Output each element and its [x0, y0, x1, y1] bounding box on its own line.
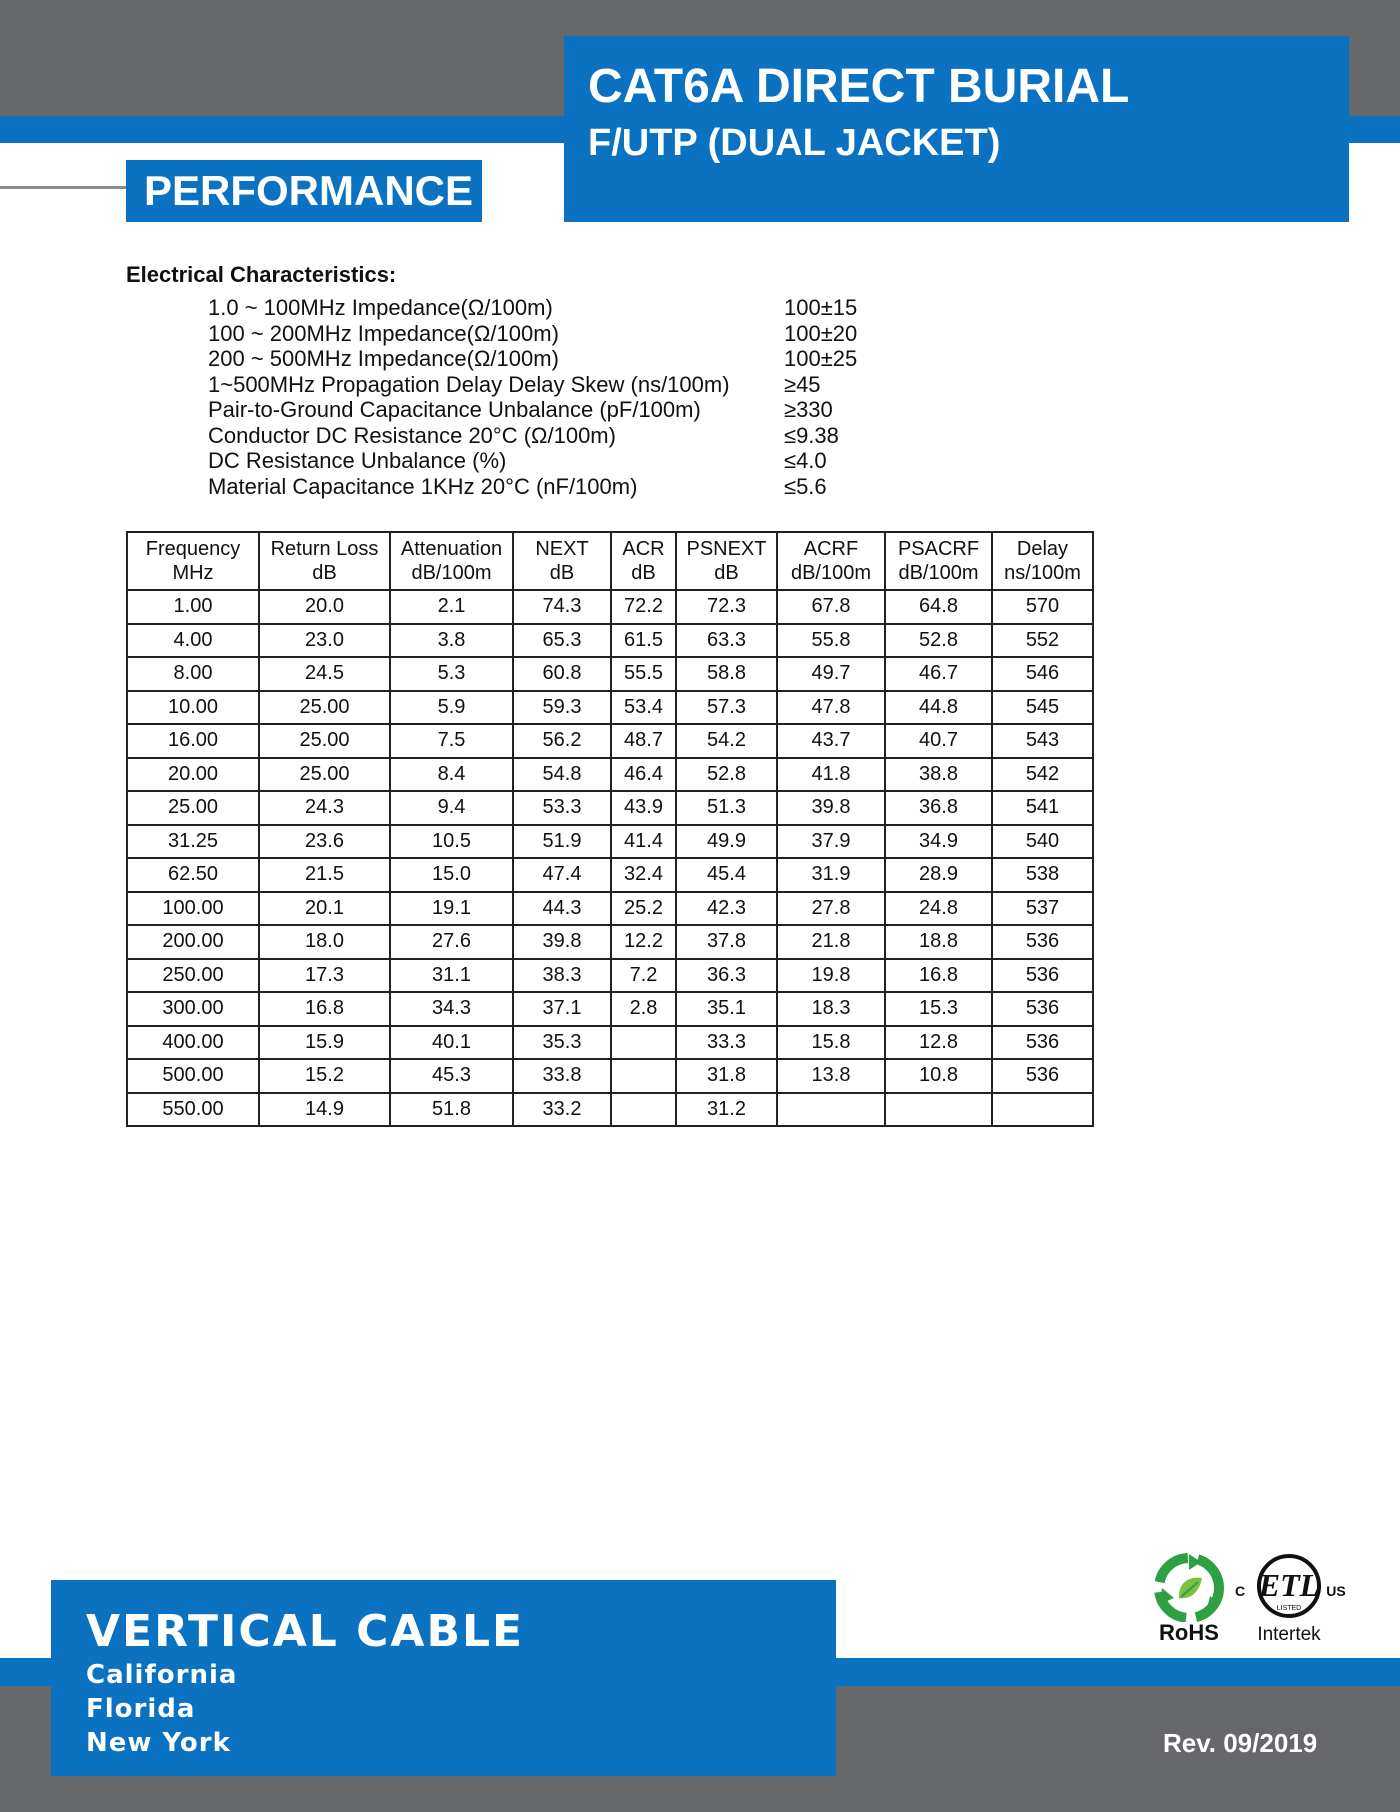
table-cell: 18.0	[259, 925, 390, 959]
table-cell: 15.8	[777, 1026, 885, 1060]
spec-value: ≤4.0	[784, 448, 827, 473]
table-cell: 38.3	[513, 959, 611, 993]
column-header-unit: dB	[312, 562, 337, 584]
table-cell: 8.00	[127, 657, 259, 691]
table-cell: 3.8	[390, 624, 513, 658]
table-cell: 28.9	[885, 858, 992, 892]
table-cell: 32.4	[611, 858, 676, 892]
table-cell: 12.8	[885, 1026, 992, 1060]
location-item: Florida	[86, 1694, 196, 1724]
spec-label: 1~500MHz Propagation Delay Delay Skew (ns/100m)	[208, 371, 730, 397]
table-cell: 2.1	[390, 590, 513, 624]
table-row	[127, 1059, 1093, 1093]
table-cell	[611, 1093, 676, 1127]
table-cell: 40.1	[390, 1026, 513, 1060]
section-rule	[0, 186, 126, 189]
table-cell: 37.8	[676, 925, 777, 959]
table-cell: 35.3	[513, 1026, 611, 1060]
table-cell: 12.2	[611, 925, 676, 959]
table-cell: 541	[992, 791, 1093, 825]
svg-text:ETL: ETL	[1258, 1567, 1320, 1603]
column-header-title: Frequency	[145, 538, 241, 560]
table-cell: 536	[992, 1059, 1093, 1093]
table-cell: 39.8	[777, 791, 885, 825]
intertek-label: Intertek	[1257, 1624, 1321, 1645]
table-cell: 16.8	[259, 992, 390, 1026]
table-cell: 546	[992, 657, 1093, 691]
table-cell: 40.7	[885, 724, 992, 758]
section-label: PERFORMANCE	[126, 160, 482, 222]
table-cell: 31.8	[676, 1059, 777, 1093]
table-cell: 47.8	[777, 691, 885, 725]
table-cell: 41.4	[611, 825, 676, 859]
location-item: California	[86, 1660, 238, 1690]
table-cell: 33.3	[676, 1026, 777, 1060]
table-cell: 24.5	[259, 657, 390, 691]
table-cell: 46.7	[885, 657, 992, 691]
table-cell: 51.3	[676, 791, 777, 825]
table-cell: 62.50	[127, 858, 259, 892]
table-cell: 55.5	[611, 657, 676, 691]
column-header	[611, 532, 676, 590]
table-cell: 49.7	[777, 657, 885, 691]
spec-value: ≤5.6	[784, 473, 827, 499]
column-header-title: Delay	[1016, 538, 1069, 560]
table-cell: 100.00	[127, 892, 259, 926]
table-cell: 58.8	[676, 657, 777, 691]
table-cell: 45.3	[390, 1059, 513, 1093]
table-cell: 21.5	[259, 858, 390, 892]
table-cell: 545	[992, 691, 1093, 725]
table-cell: 13.8	[777, 1059, 885, 1093]
column-header-title: Return Loss	[270, 538, 379, 560]
table-row	[127, 1026, 1093, 1060]
spec-value: ≤9.38	[784, 422, 839, 448]
table-cell: 48.7	[611, 724, 676, 758]
column-header-unit: dB/100m	[898, 562, 979, 584]
spec-row	[208, 448, 908, 474]
table-cell: 42.3	[676, 892, 777, 926]
column-header-title: ACRF	[803, 538, 859, 560]
table-cell: 72.3	[676, 590, 777, 624]
electrical-heading: Electrical Characteristics:	[126, 262, 397, 287]
table-cell: 20.0	[259, 590, 390, 624]
table-cell: 51.9	[513, 825, 611, 859]
table-cell: 65.3	[513, 624, 611, 658]
etl-us-label: US	[1326, 1583, 1346, 1599]
spec-label: 200 ~ 500MHz Impedance(Ω/100m)	[208, 346, 559, 371]
table-cell: 20.1	[259, 892, 390, 926]
company-box	[51, 1580, 836, 1776]
column-header-title: Attenuation	[400, 538, 503, 560]
table-row	[127, 959, 1093, 993]
table-cell: 300.00	[127, 992, 259, 1026]
column-header	[885, 532, 992, 590]
table-cell: 14.9	[259, 1093, 390, 1127]
table-cell: 10.5	[390, 825, 513, 859]
table-cell: 24.8	[885, 892, 992, 926]
table-cell: 542	[992, 758, 1093, 792]
table-cell: 56.2	[513, 724, 611, 758]
table-cell: 31.25	[127, 825, 259, 859]
table-cell: 4.00	[127, 624, 259, 658]
table-row	[127, 691, 1093, 725]
table-cell: 500.00	[127, 1059, 259, 1093]
company-name: VERTICAL CABLE	[86, 1606, 525, 1657]
table-cell: 550.00	[127, 1093, 259, 1127]
table-cell: 21.8	[777, 925, 885, 959]
table-cell: 16.8	[885, 959, 992, 993]
rohs-label: RoHS	[1159, 1620, 1219, 1645]
table-cell: 36.8	[885, 791, 992, 825]
table-cell: 25.2	[611, 892, 676, 926]
column-header-unit: dB	[631, 562, 656, 584]
table-cell: 33.8	[513, 1059, 611, 1093]
table-row	[127, 925, 1093, 959]
table-cell	[992, 1093, 1093, 1127]
spec-row	[208, 474, 908, 500]
column-header	[513, 532, 611, 590]
table-cell: 17.3	[259, 959, 390, 993]
column-header	[390, 532, 513, 590]
table-cell: 9.4	[390, 791, 513, 825]
table-cell: 16.00	[127, 724, 259, 758]
table-cell: 52.8	[885, 624, 992, 658]
table-row	[127, 992, 1093, 1026]
table-cell: 23.0	[259, 624, 390, 658]
table-cell: 18.8	[885, 925, 992, 959]
table-cell: 63.3	[676, 624, 777, 658]
table-cell: 7.2	[611, 959, 676, 993]
table-cell: 67.8	[777, 590, 885, 624]
column-header-unit: dB	[549, 562, 575, 584]
etl-listed-label: LISTED	[1276, 1605, 1302, 1612]
table-cell: 55.8	[777, 624, 885, 658]
table-row	[127, 858, 1093, 892]
table-cell: 15.0	[390, 858, 513, 892]
table-cell: 52.8	[676, 758, 777, 792]
table-cell: 23.6	[259, 825, 390, 859]
spec-row	[208, 346, 908, 372]
rohs-badge	[1148, 1552, 1230, 1648]
product-title: CAT6A DIRECT BURIAL	[588, 60, 1130, 113]
table-cell: 57.3	[676, 691, 777, 725]
table-row	[127, 1093, 1093, 1127]
table-cell: 54.2	[676, 724, 777, 758]
table-cell: 2.8	[611, 992, 676, 1026]
table-cell: 15.9	[259, 1026, 390, 1060]
etl-intertek-badge	[1232, 1552, 1346, 1648]
table-cell: 570	[992, 590, 1093, 624]
table-cell: 44.3	[513, 892, 611, 926]
table-row	[127, 825, 1093, 859]
table-row	[127, 724, 1093, 758]
spec-value: ≥330	[784, 397, 833, 422]
table-cell: 25.00	[127, 791, 259, 825]
spec-label: Material Capacitance 1KHz 20°C (nF/100m)	[208, 473, 638, 499]
column-header-unit: dB/100m	[790, 562, 872, 584]
spec-label: 1.0 ~ 100MHz Impedance(Ω/100m)	[208, 295, 553, 320]
table-cell: 15.3	[885, 992, 992, 1026]
table-cell: 250.00	[127, 959, 259, 993]
column-header-unit: dB/100m	[411, 562, 492, 584]
table-cell: 25.00	[259, 724, 390, 758]
spec-label: Conductor DC Resistance 20°C (Ω/100m)	[208, 422, 616, 448]
table-cell: 60.8	[513, 657, 611, 691]
table-cell: 41.8	[777, 758, 885, 792]
table-cell: 46.4	[611, 758, 676, 792]
table-cell: 20.00	[127, 758, 259, 792]
table-cell: 45.4	[676, 858, 777, 892]
column-header	[777, 532, 885, 590]
column-header-title: NEXT	[535, 538, 589, 560]
spec-row	[208, 372, 908, 398]
spec-value: 100±20	[784, 320, 858, 346]
column-header	[127, 532, 259, 590]
table-cell: 25.00	[259, 758, 390, 792]
table-cell: 47.4	[513, 858, 611, 892]
spec-row	[208, 321, 908, 347]
table-cell: 53.4	[611, 691, 676, 725]
table-cell: 33.2	[513, 1093, 611, 1127]
table-cell: 5.3	[390, 657, 513, 691]
spec-label: Pair-to-Ground Capacitance Unbalance (pF/100m)	[208, 397, 701, 422]
table-cell	[611, 1026, 676, 1060]
table-cell: 18.3	[777, 992, 885, 1026]
table-cell: 49.9	[676, 825, 777, 859]
performance-table	[126, 531, 1094, 1127]
table-cell: 19.1	[390, 892, 513, 926]
column-header-unit: MHz	[172, 562, 214, 584]
table-cell: 44.8	[885, 691, 992, 725]
table-cell: 74.3	[513, 590, 611, 624]
table-cell: 39.8	[513, 925, 611, 959]
column-header	[259, 532, 390, 590]
table-row	[127, 657, 1093, 691]
table-row	[127, 590, 1093, 624]
spec-label: DC Resistance Unbalance (%)	[208, 448, 507, 473]
column-header	[992, 532, 1093, 590]
table-cell: 34.9	[885, 825, 992, 859]
etl-listed-mark-icon	[1232, 1552, 1346, 1626]
electrical-characteristics-list	[208, 295, 908, 499]
table-cell: 538	[992, 858, 1093, 892]
spec-value: 100±25	[784, 346, 858, 371]
table-cell: 27.6	[390, 925, 513, 959]
table-cell: 536	[992, 1026, 1093, 1060]
spec-row	[208, 295, 908, 321]
product-subtitle: F/UTP (DUAL JACKET)	[588, 122, 1001, 164]
table-cell: 25.00	[259, 691, 390, 725]
table-cell: 400.00	[127, 1026, 259, 1060]
table-cell: 31.9	[777, 858, 885, 892]
table-cell: 53.3	[513, 791, 611, 825]
table-cell: 43.7	[777, 724, 885, 758]
table-cell: 540	[992, 825, 1093, 859]
table-cell: 200.00	[127, 925, 259, 959]
column-header	[676, 532, 777, 590]
table-cell: 537	[992, 892, 1093, 926]
table-cell: 31.1	[390, 959, 513, 993]
table-cell: 7.5	[390, 724, 513, 758]
table-cell: 552	[992, 624, 1093, 658]
table-cell: 536	[992, 959, 1093, 993]
etl-c-label: C	[1234, 1583, 1246, 1599]
table-cell: 35.1	[676, 992, 777, 1026]
table-row	[127, 758, 1093, 792]
location-item: New York	[86, 1728, 231, 1758]
table-body	[127, 590, 1093, 1126]
spec-value: 100±15	[784, 295, 858, 320]
table-cell: 27.8	[777, 892, 885, 926]
table-cell	[777, 1093, 885, 1127]
table-cell: 1.00	[127, 590, 259, 624]
column-header-title: PSACRF	[897, 538, 980, 560]
table-cell: 536	[992, 925, 1093, 959]
table-cell: 61.5	[611, 624, 676, 658]
spec-label: 100 ~ 200MHz Impedance(Ω/100m)	[208, 320, 559, 346]
rohs-recycle-icon	[1148, 1552, 1230, 1622]
table-cell: 10.00	[127, 691, 259, 725]
table-cell: 5.9	[390, 691, 513, 725]
column-header-title: PSNEXT	[686, 538, 767, 560]
table-cell: 54.8	[513, 758, 611, 792]
table-row	[127, 624, 1093, 658]
spec-value: ≥45	[784, 371, 821, 397]
title-box	[564, 36, 1349, 222]
table-header-row	[127, 532, 1093, 590]
table-cell: 51.8	[390, 1093, 513, 1127]
spec-row	[208, 423, 908, 449]
table-row	[127, 892, 1093, 926]
table-cell: 8.4	[390, 758, 513, 792]
table-cell: 19.8	[777, 959, 885, 993]
table-cell: 543	[992, 724, 1093, 758]
spec-row	[208, 397, 908, 423]
table-cell: 31.2	[676, 1093, 777, 1127]
column-header-unit: dB	[714, 562, 739, 584]
column-header-title: ACR	[622, 538, 665, 560]
table-cell: 37.1	[513, 992, 611, 1026]
table-cell: 59.3	[513, 691, 611, 725]
table-cell: 15.2	[259, 1059, 390, 1093]
table-cell	[611, 1059, 676, 1093]
column-header-unit: ns/100m	[1004, 562, 1081, 584]
table-cell: 72.2	[611, 590, 676, 624]
table-cell	[885, 1093, 992, 1127]
table-cell: 43.9	[611, 791, 676, 825]
revision-label: Rev. 09/2019	[1163, 1728, 1318, 1758]
table-cell: 36.3	[676, 959, 777, 993]
table-cell: 64.8	[885, 590, 992, 624]
table-cell: 10.8	[885, 1059, 992, 1093]
table-row	[127, 791, 1093, 825]
table-cell: 24.3	[259, 791, 390, 825]
table-cell: 38.8	[885, 758, 992, 792]
table-cell: 37.9	[777, 825, 885, 859]
table-cell: 34.3	[390, 992, 513, 1026]
table-cell: 536	[992, 992, 1093, 1026]
